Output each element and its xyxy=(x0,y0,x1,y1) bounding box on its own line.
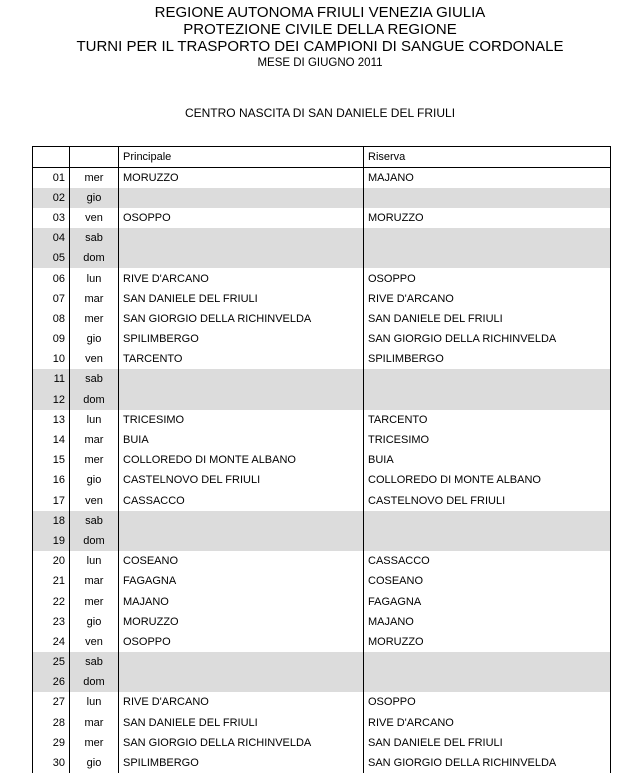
weekday-cell: ven xyxy=(70,349,119,369)
day-cell: 04 xyxy=(33,228,70,248)
riserva-cell: MORUZZO xyxy=(364,208,611,228)
table-row xyxy=(33,531,611,551)
riserva-cell: SAN DANIELE DEL FRIULI xyxy=(364,309,611,329)
column-header-riserva: Riserva xyxy=(364,147,611,168)
weekday-cell: dom xyxy=(70,390,119,410)
riserva-cell: FAGAGNA xyxy=(364,591,611,611)
table-row xyxy=(33,289,611,309)
principale-cell: OSOPPO xyxy=(119,208,364,228)
riserva-cell: OSOPPO xyxy=(364,268,611,288)
table-body xyxy=(33,168,611,774)
day-cell: 17 xyxy=(33,491,70,511)
weekday-cell: ven xyxy=(70,632,119,652)
weekday-cell: mer xyxy=(70,450,119,470)
principale-cell: SAN DANIELE DEL FRIULI xyxy=(119,289,364,309)
riserva-cell xyxy=(364,672,611,692)
table-row xyxy=(33,430,611,450)
table-row xyxy=(33,329,611,349)
principale-cell: MAJANO xyxy=(119,591,364,611)
header-month: MESE DI GIUGNO 2011 xyxy=(257,57,383,69)
principale-cell: TRICESIMO xyxy=(119,410,364,430)
principale-cell: CASSACCO xyxy=(119,491,364,511)
principale-cell: SPILIMBERGO xyxy=(119,753,364,773)
shift-table xyxy=(32,146,611,773)
table-row xyxy=(33,551,611,571)
table-row xyxy=(33,168,611,188)
riserva-cell: TRICESIMO xyxy=(364,430,611,450)
weekday-cell: mer xyxy=(70,733,119,753)
weekday-cell: lun xyxy=(70,692,119,712)
riserva-cell: SPILIMBERGO xyxy=(364,349,611,369)
riserva-cell xyxy=(364,531,611,551)
principale-cell xyxy=(119,369,364,389)
weekday-cell: sab xyxy=(70,511,119,531)
riserva-cell: COLLOREDO DI MONTE ALBANO xyxy=(364,470,611,490)
principale-cell xyxy=(119,531,364,551)
riserva-cell: OSOPPO xyxy=(364,692,611,712)
principale-cell: SAN DANIELE DEL FRIULI xyxy=(119,713,364,733)
table-row xyxy=(33,491,611,511)
riserva-cell: BUIA xyxy=(364,450,611,470)
table-row xyxy=(33,632,611,652)
table-row xyxy=(33,309,611,329)
table-row xyxy=(33,652,611,672)
weekday-cell: ven xyxy=(70,491,119,511)
riserva-cell xyxy=(364,248,611,268)
day-cell: 14 xyxy=(33,430,70,450)
header-title: TURNI PER IL TRASPORTO DEI CAMPIONI DI SANGUE CORDONALE xyxy=(76,38,564,55)
principale-cell: FAGAGNA xyxy=(119,571,364,591)
day-cell: 13 xyxy=(33,410,70,430)
principale-cell: CASTELNOVO DEL FRIULI xyxy=(119,470,364,490)
day-cell: 27 xyxy=(33,692,70,712)
weekday-cell: mar xyxy=(70,571,119,591)
weekday-cell: gio xyxy=(70,753,119,773)
weekday-cell: lun xyxy=(70,551,119,571)
table-row xyxy=(33,248,611,268)
weekday-cell: mar xyxy=(70,713,119,733)
day-cell: 21 xyxy=(33,571,70,591)
birth-center-title: CENTRO NASCITA DI SAN DANIELE DEL FRIULI xyxy=(184,106,456,120)
table-row xyxy=(33,713,611,733)
table-row xyxy=(33,410,611,430)
weekday-cell: ven xyxy=(70,208,119,228)
table-header-row xyxy=(33,147,611,168)
principale-cell: SAN GIORGIO DELLA RICHINVELDA xyxy=(119,733,364,753)
table-row xyxy=(33,571,611,591)
table-row xyxy=(33,470,611,490)
table-row xyxy=(33,369,611,389)
day-cell: 23 xyxy=(33,612,70,632)
weekday-cell: sab xyxy=(70,369,119,389)
riserva-cell: RIVE D'ARCANO xyxy=(364,713,611,733)
table-row xyxy=(33,692,611,712)
weekday-cell: dom xyxy=(70,672,119,692)
principale-cell: OSOPPO xyxy=(119,632,364,652)
day-cell: 12 xyxy=(33,390,70,410)
day-cell: 28 xyxy=(33,713,70,733)
riserva-cell: TARCENTO xyxy=(364,410,611,430)
principale-cell xyxy=(119,248,364,268)
day-cell: 30 xyxy=(33,753,70,773)
principale-cell: COLLOREDO DI MONTE ALBANO xyxy=(119,450,364,470)
principale-cell: BUIA xyxy=(119,430,364,450)
principale-cell xyxy=(119,390,364,410)
principale-cell: RIVE D'ARCANO xyxy=(119,692,364,712)
table-row xyxy=(33,753,611,773)
header-department: PROTEZIONE CIVILE DELLA REGIONE xyxy=(183,21,457,38)
header-region: REGIONE AUTONOMA FRIULI VENEZIA GIULIA xyxy=(154,4,486,21)
day-cell: 09 xyxy=(33,329,70,349)
table-row xyxy=(33,733,611,753)
riserva-cell: MAJANO xyxy=(364,168,611,188)
weekday-cell: dom xyxy=(70,248,119,268)
column-header-principale: Principale xyxy=(119,147,364,168)
day-cell: 06 xyxy=(33,268,70,288)
table-row xyxy=(33,228,611,248)
weekday-cell: lun xyxy=(70,268,119,288)
day-cell: 02 xyxy=(33,188,70,208)
principale-cell: COSEANO xyxy=(119,551,364,571)
column-header-day xyxy=(33,147,70,168)
day-cell: 08 xyxy=(33,309,70,329)
day-cell: 20 xyxy=(33,551,70,571)
day-cell: 18 xyxy=(33,511,70,531)
weekday-cell: mar xyxy=(70,289,119,309)
table-row xyxy=(33,450,611,470)
riserva-cell: COSEANO xyxy=(364,571,611,591)
weekday-cell: lun xyxy=(70,410,119,430)
riserva-cell: SAN DANIELE DEL FRIULI xyxy=(364,733,611,753)
riserva-cell: RIVE D'ARCANO xyxy=(364,289,611,309)
table-row xyxy=(33,511,611,531)
column-header-weekday xyxy=(70,147,119,168)
table-row xyxy=(33,188,611,208)
principale-cell xyxy=(119,228,364,248)
principale-cell xyxy=(119,652,364,672)
principale-cell: TARCENTO xyxy=(119,349,364,369)
principale-cell: RIVE D'ARCANO xyxy=(119,268,364,288)
weekday-cell: sab xyxy=(70,228,119,248)
day-cell: 11 xyxy=(33,369,70,389)
riserva-cell xyxy=(364,228,611,248)
riserva-cell: MAJANO xyxy=(364,612,611,632)
weekday-cell: mar xyxy=(70,430,119,450)
riserva-cell: CASTELNOVO DEL FRIULI xyxy=(364,491,611,511)
table-row xyxy=(33,208,611,228)
weekday-cell: sab xyxy=(70,652,119,672)
day-cell: 07 xyxy=(33,289,70,309)
weekday-cell: mer xyxy=(70,309,119,329)
riserva-cell xyxy=(364,369,611,389)
weekday-cell: gio xyxy=(70,329,119,349)
principale-cell: MORUZZO xyxy=(119,168,364,188)
principale-cell: SAN GIORGIO DELLA RICHINVELDA xyxy=(119,309,364,329)
day-cell: 26 xyxy=(33,672,70,692)
riserva-cell xyxy=(364,188,611,208)
principale-cell: MORUZZO xyxy=(119,612,364,632)
day-cell: 29 xyxy=(33,733,70,753)
weekday-cell: mer xyxy=(70,168,119,188)
day-cell: 15 xyxy=(33,450,70,470)
day-cell: 10 xyxy=(33,349,70,369)
day-cell: 05 xyxy=(33,248,70,268)
riserva-cell: MORUZZO xyxy=(364,632,611,652)
riserva-cell: SAN GIORGIO DELLA RICHINVELDA xyxy=(364,753,611,773)
riserva-cell xyxy=(364,390,611,410)
day-cell: 19 xyxy=(33,531,70,551)
riserva-cell xyxy=(364,511,611,531)
document-header xyxy=(0,4,640,70)
day-cell: 25 xyxy=(33,652,70,672)
principale-cell xyxy=(119,188,364,208)
table-row xyxy=(33,612,611,632)
day-cell: 16 xyxy=(33,470,70,490)
day-cell: 01 xyxy=(33,168,70,188)
weekday-cell: gio xyxy=(70,188,119,208)
weekday-cell: gio xyxy=(70,612,119,632)
weekday-cell: gio xyxy=(70,470,119,490)
weekday-cell: dom xyxy=(70,531,119,551)
principale-cell xyxy=(119,511,364,531)
table-row xyxy=(33,390,611,410)
table-row xyxy=(33,349,611,369)
table-row xyxy=(33,591,611,611)
table-row xyxy=(33,268,611,288)
riserva-cell: SAN GIORGIO DELLA RICHINVELDA xyxy=(364,329,611,349)
day-cell: 03 xyxy=(33,208,70,228)
principale-cell: SPILIMBERGO xyxy=(119,329,364,349)
riserva-cell: CASSACCO xyxy=(364,551,611,571)
weekday-cell: mer xyxy=(70,591,119,611)
principale-cell xyxy=(119,672,364,692)
day-cell: 22 xyxy=(33,591,70,611)
table-row xyxy=(33,672,611,692)
day-cell: 24 xyxy=(33,632,70,652)
riserva-cell xyxy=(364,652,611,672)
